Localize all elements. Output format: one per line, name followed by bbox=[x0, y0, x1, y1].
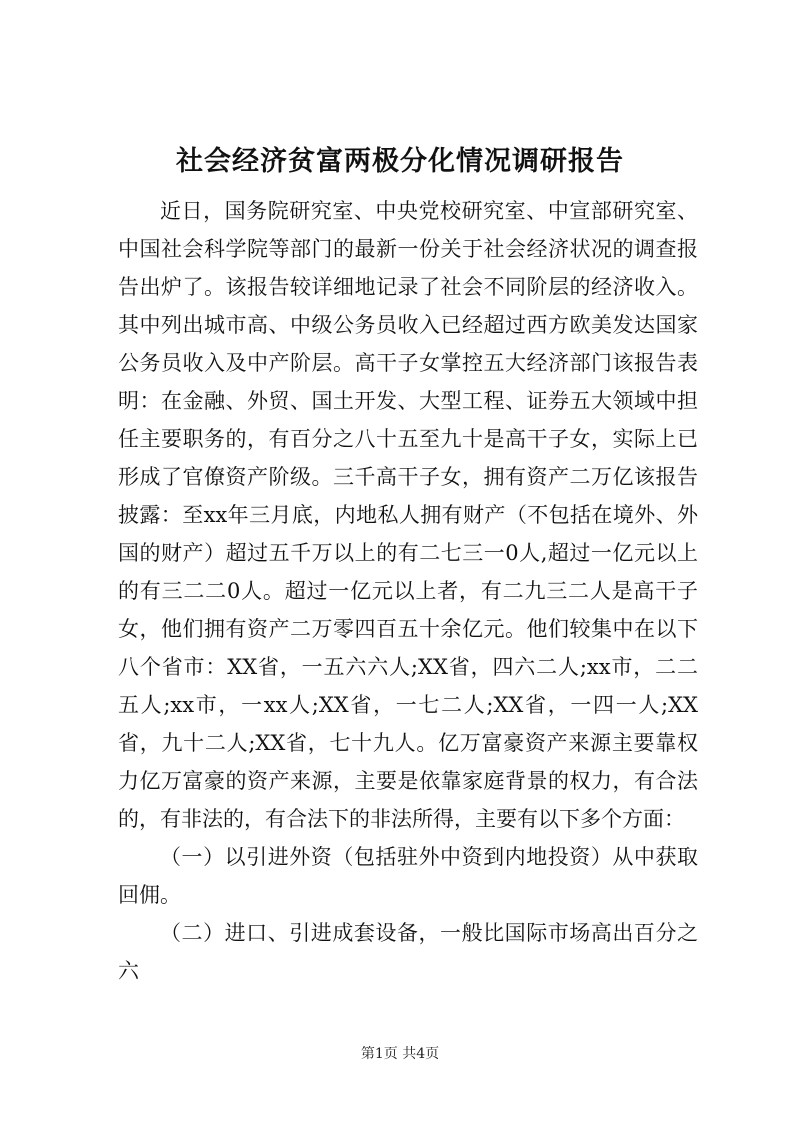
paragraph-item-1: （一）以引进外资（包括驻外中资到内地投资）从中获取回佣。 bbox=[118, 845, 698, 907]
paragraph-intro: 近日，国务院研究室、中央党校研究室、中宣部研究室、中国社会科学院等部门的最新一份关于社会经济状况的调查报告出炉了。该报告较详细地记录了社会不同阶层的经济收入。其中列出城市高、中级公务员收入已经超过西方欧美发达国家公务员收入及中产阶层。高干子女掌控五大经济部门该报告表明：在金融、外贸、国土开发、大型工程、证券五大领域中担任主要职务的，有百分之八十五至九十是高干子女，实际上已形成了官僚资产阶级。三千高干子女，拥有资产二万亿该报告披露：至xx年三月底，内地私人拥有财产（不包括在境外、外国的财产）超过五千万以上的有二七三一0人,超过一亿元以上的有三二二0人。超过一亿元以上者，有二九三二人是高干子女，他们拥有资产二万零四百五十余亿元。他们较集中在以下八个省市：XX省，一五六六人;XX省，四六二人;xx市，二二五人;xx市，一xx人;XX省，一七二人;XX省，一四一人;XX省，九十二人;XX省，七十九人。亿万富豪资产来源主要靠权力亿万富豪的资产来源，主要是依靠家庭背景的权力，有合法的，有非法的，有合法下的非法所得，主要有以下多个方面： bbox=[118, 199, 698, 831]
document-title: 社会经济贫富两极分化情况调研报告 bbox=[176, 146, 624, 177]
page-number-footer: 第1页 共4页 bbox=[360, 1046, 440, 1062]
paragraph-item-2: （二）进口、引进成套设备，一般比国际市场高出百分之六 bbox=[118, 921, 698, 983]
document-body bbox=[118, 192, 698, 990]
